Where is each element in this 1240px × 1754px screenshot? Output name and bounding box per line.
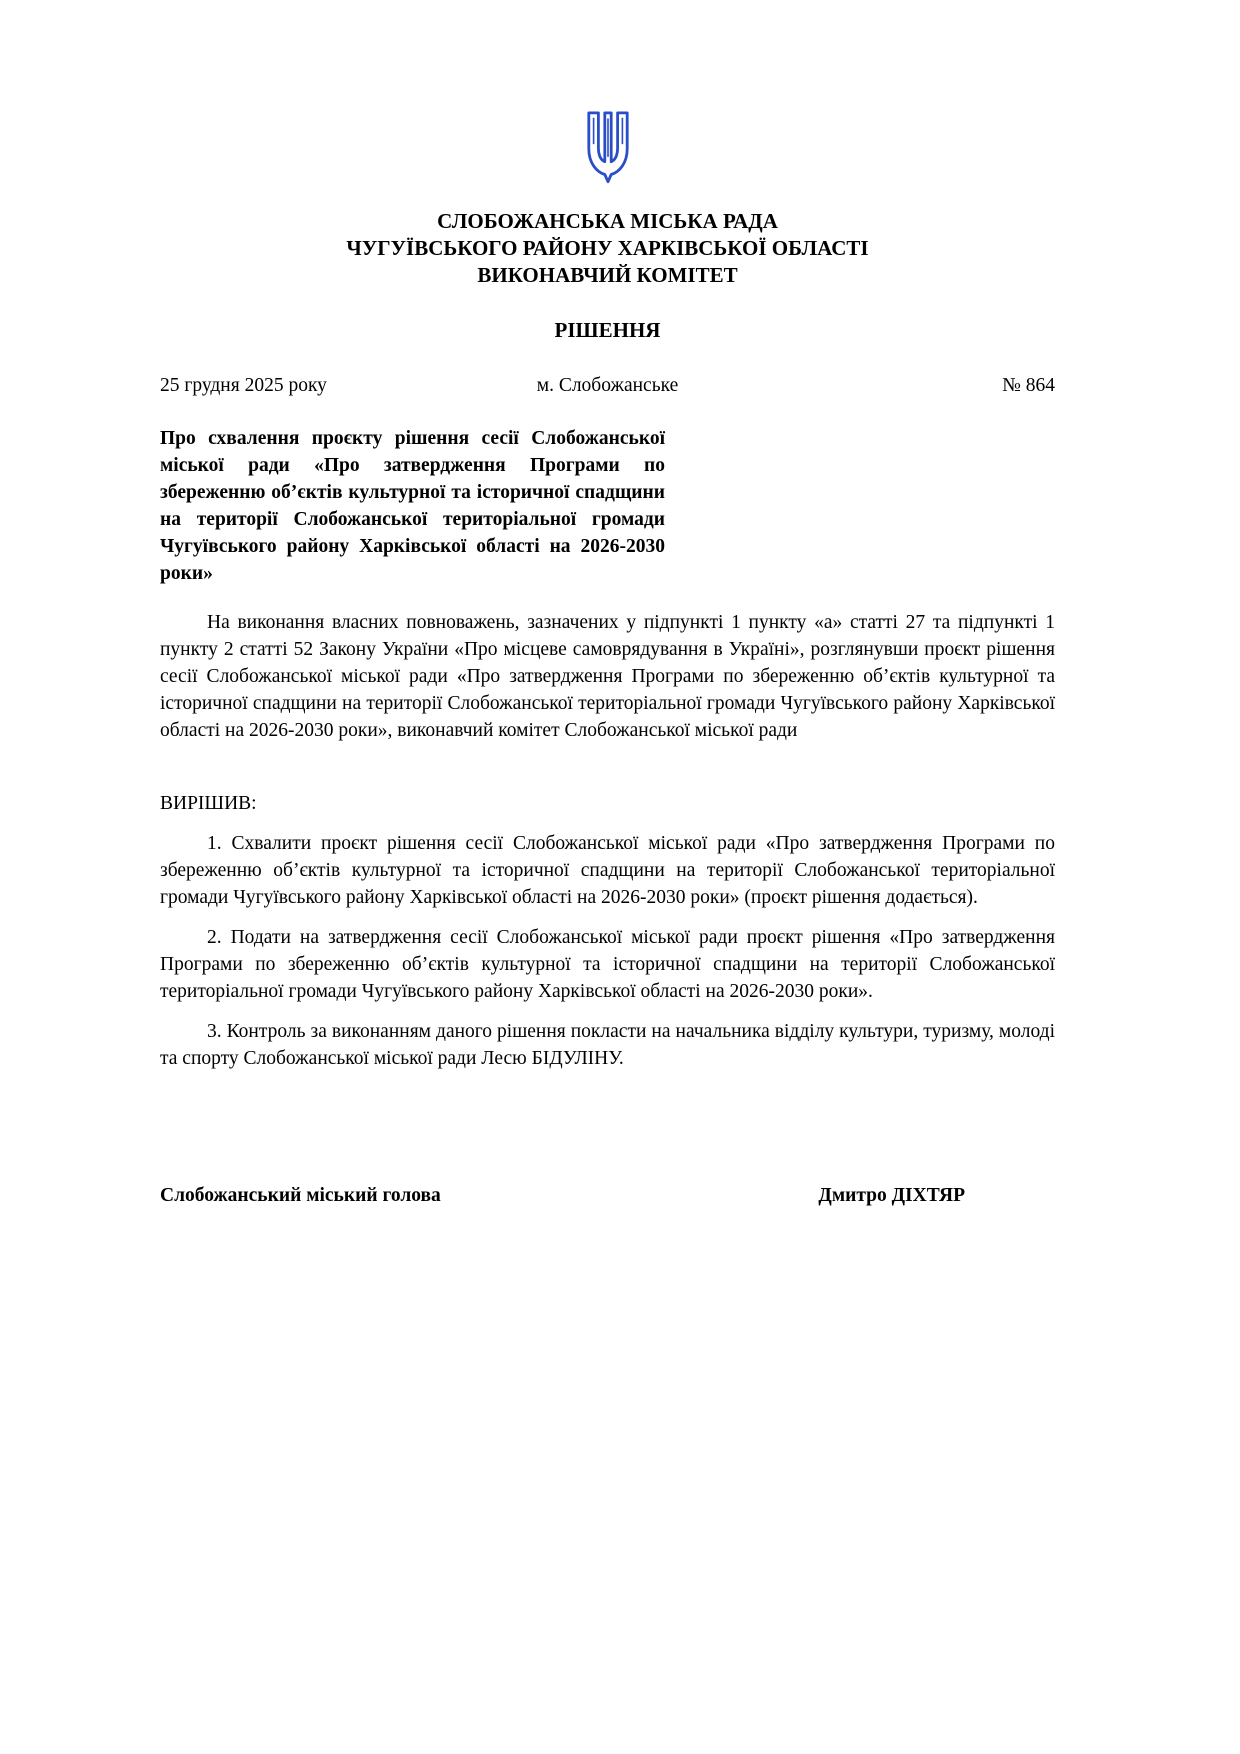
document-meta-row [160, 372, 1055, 399]
organization-header [160, 208, 1055, 289]
document-type-heading: РІШЕННЯ [554, 318, 661, 342]
document-subject: Про схвалення проєкту рішення сесії Слобожанської міської ради «Про затвердження Програми по збереженню об’єктів культурної та історичної спадщини на території Слобожанської територіальної громади Чугуївського району Харківської області на 2026-2030 роки» [160, 428, 665, 584]
document-date: 25 грудня 2025 року [160, 375, 327, 396]
council-name-line: СЛОБОЖАНСЬКА МІСЬКА РАДА [437, 209, 778, 233]
document-number: № 864 [1002, 375, 1055, 396]
signature-title: Слобожанський міський голова [160, 1185, 441, 1206]
resolution-item-1: 1. Схвалити проєкт рішення сесії Слобожанської міської ради «Про затвердження Програми по збереженню об’єктів культурної та історичної спадщини на території Слобожанської територіальної громади Чугуївського району Харківської області на 2026-2030 роки» (проєкт рішення додається). [160, 833, 1055, 908]
executive-committee-line: ВИКОНАВЧИЙ КОМІТЕТ [477, 263, 738, 287]
trident-icon [584, 103, 632, 190]
district-region-line: ЧУГУЇВСЬКОГО РАЙОНУ ХАРКІВСЬКОЇ ОБЛАСТІ [346, 236, 869, 260]
preamble-paragraph: На виконання власних повноважень, зазначених у підпункті 1 пункту «а» статті 27 та підпункті 1 пункту 2 статті 52 Закону України «Про місцеве самоврядування в Україні», розглянувши проєкт рішення сесії Слобожанської міської ради «Про затвердження Програми по збереженню об’єктів культурної та історичної спадщини на території Слобожанської територіальної громади Чугуївського району Харківської області на 2026-2030 роки», виконавчий комітет Слобожанської міської ради [160, 612, 1055, 741]
resolution-item-3: 3. Контроль за виконанням даного рішення покласти на начальника відділу культури, туризму, молоді та спорту Слобожанської міської ради Лесю БІДУЛІНУ. [160, 1021, 1055, 1069]
signature-row [160, 1182, 1055, 1209]
document-place: м. Слобожанське [536, 375, 679, 396]
resolution-item-2: 2. Подати на затвердження сесії Слобожанської міської ради проєкт рішення «Про затвердження Програми по збереженню об’єктів культурної та історичної спадщини на території Слобожанської територіальної громади Чугуївського району Харківської області на 2026-2030 роки». [160, 927, 1055, 1002]
resolved-heading: ВИРІШИВ: [160, 793, 257, 814]
signature-name: Дмитро ДІХТЯР [818, 1185, 965, 1206]
ukraine-coat-of-arms [160, 103, 1055, 196]
